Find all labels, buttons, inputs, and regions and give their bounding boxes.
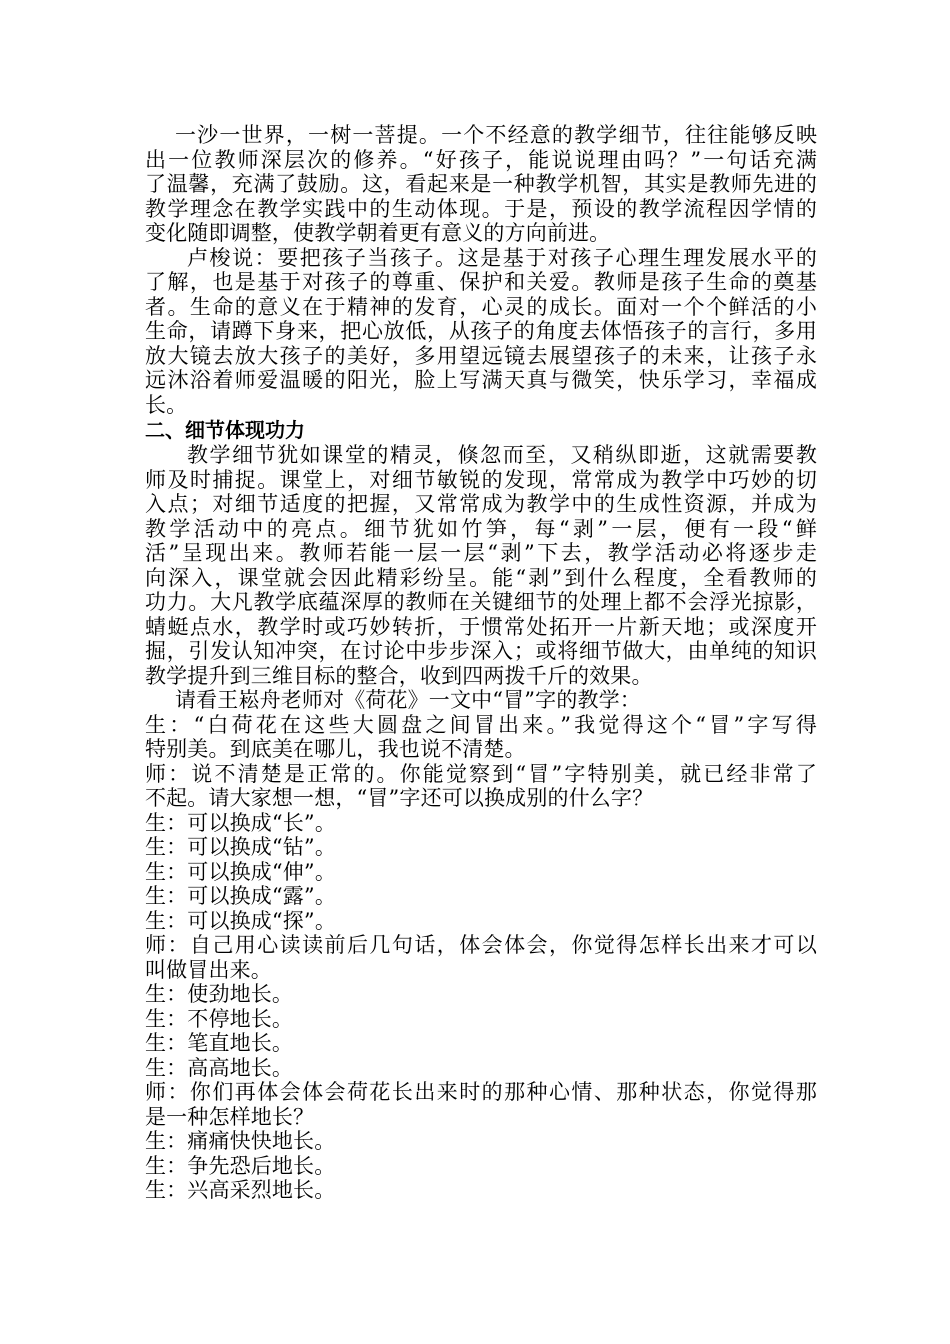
text-line: 者。生命的意义在于精神的发育，心灵的成长。面对一个个鲜活的小 — [145, 294, 817, 319]
dialogue-turn — [145, 1056, 817, 1081]
dialogue-line: 生：可以换成“长”。 — [145, 810, 336, 835]
dialogue-line: 生：兴高采烈地长。 — [145, 1178, 336, 1202]
dialogue-line: 生：争先恐后地长。 — [145, 1153, 336, 1178]
dialogue-turn — [145, 762, 817, 811]
dialogue-turn — [145, 835, 817, 860]
text-line: 出一位教师深层次的修养。“好孩子，能说说理由吗？”一句话充满 — [145, 147, 817, 172]
dialogue-line: 生：可以换成“露”。 — [145, 884, 336, 908]
dialogue-line: 生：可以换成“探”。 — [145, 908, 336, 933]
text-line: 师及时捕捉。课堂上，对细节敏锐的发现，常常成为教学中巧妙的切 — [145, 467, 817, 492]
dialogue-turn — [145, 811, 817, 836]
text-line: 请看王崧舟老师对《荷花》一文中“冒”字的教学： — [175, 688, 641, 712]
dialogue-line: 叫做冒出来。 — [145, 957, 272, 982]
dialogue-line: 生：可以换成“伸”。 — [145, 859, 336, 884]
dialogue-turn — [145, 1080, 817, 1129]
text-line: 向深入，课堂就会因此精彩纷呈。能“剥”到什么程度，全看教师的 — [145, 565, 817, 590]
text-line: 远沐浴着师爱温暖的阳光，脸上写满天真与微笑，快乐学习，幸福成 — [145, 368, 817, 392]
text-line: 功力。大凡教学底蕴深厚的教师在关键细节的处理上都不会浮光掠影， — [145, 590, 817, 614]
text-line: 变化随即调整，使教学朝着更有意义的方向前进。 — [145, 221, 611, 245]
text-line: 蜻蜓点水，教学时或巧妙转折，于惯常处拓开一片新天地；或深度开 — [145, 614, 817, 639]
dialogue-turn — [145, 713, 817, 762]
text-line: 教学活动中的亮点。细节犹如竹笋，每“剥”一层，便有一段“鲜 — [145, 516, 817, 541]
text-line: 生命，请蹲下身来，把心放低，从孩子的角度去体悟孩子的言行，多用 — [145, 319, 817, 343]
dialogue-line: 生：使劲地长。 — [145, 982, 294, 1006]
dialogue-line: 师：说不清楚是正常的。你能觉察到“冒”字特别美，就已经非常了 — [145, 761, 817, 786]
dialogue-turn — [145, 860, 817, 885]
dialogue-turn — [145, 909, 817, 934]
paragraph-rousseau — [145, 246, 817, 418]
document-page — [145, 123, 817, 1203]
dialogue-line: 生：“白荷花在这些大圆盘之间冒出来。”我觉得这个“冒”字写得 — [145, 712, 817, 737]
text-line: 教学理念在教学实践中的生动体现。于是，预设的教学流程因学情的 — [145, 196, 817, 221]
dialogue-line: 生：可以换成“钻”。 — [145, 835, 336, 859]
dialogue-line: 不起。请大家想一想，“冒”字还可以换成别的什么字？ — [145, 786, 654, 810]
text-line: 放大镜去放大孩子的美好，多用望远镜去展望孩子的未来，让孩子永 — [145, 343, 817, 368]
classroom-dialogue — [145, 713, 817, 1203]
dialogue-turn — [145, 982, 817, 1007]
text-line: 了解，也是基于对孩子的尊重、保护和关爱。教师是孩子生命的奠基 — [145, 270, 817, 294]
text-line: 卢梭说：要把孩子当孩子。这是基于对孩子心理生理发展水平的 — [187, 245, 817, 270]
dialogue-line: 生：高高地长。 — [145, 1055, 294, 1080]
dialogue-line: 生：笔直地长。 — [145, 1031, 294, 1055]
dialogue-turn — [145, 1178, 817, 1203]
dialogue-line: 特别美。到底美在哪儿，我也说不清楚。 — [145, 737, 526, 761]
section-heading: 二、细节体现功力 — [145, 418, 305, 442]
dialogue-line: 生：痛痛快快地长。 — [145, 1129, 336, 1153]
text-line: 教学提升到三维目标的整合，收到四两拨千斤的效果。 — [145, 663, 653, 688]
paragraph-intro — [145, 123, 817, 246]
text-line: 活”呈现出来。教师若能一层一层“剥”下去，教学活动必将逐步走 — [145, 541, 817, 565]
dialogue-turn — [145, 1154, 817, 1179]
dialogue-turn — [145, 1031, 817, 1056]
text-line: 长。 — [145, 392, 188, 417]
dialogue-line: 生：不停地长。 — [145, 1006, 294, 1031]
dialogue-line: 师：自己用心读读前后几句话，体会体会，你觉得怎样长出来才可以 — [145, 933, 817, 957]
paragraph-example-intro — [145, 688, 817, 713]
text-line: 了温馨，充满了鼓励。这，看起来是一种教学机智，其实是教师先进的 — [145, 172, 817, 196]
text-line: 掘，引发认知冲突，在讨论中步步深入；或将细节做大，由单纯的知识 — [145, 639, 817, 663]
dialogue-line: 是一种怎样地长？ — [145, 1104, 315, 1129]
paragraph-details — [145, 443, 817, 688]
text-line: 一沙一世界，一树一菩提。一个不经意的教学细节，往往能够反映 — [175, 123, 817, 147]
dialogue-turn — [145, 933, 817, 982]
dialogue-turn — [145, 1007, 817, 1032]
text-line: 教学细节犹如课堂的精灵，倏忽而至，又稍纵即逝，这就需要教 — [187, 443, 817, 467]
dialogue-turn — [145, 884, 817, 909]
text-line: 入点；对细节适度的把握，又常常成为教学中的生成性资源，并成为 — [145, 492, 817, 516]
dialogue-turn — [145, 1129, 817, 1154]
dialogue-line: 师：你们再体会体会荷花长出来时的那种心情、那种状态，你觉得那 — [145, 1080, 817, 1104]
